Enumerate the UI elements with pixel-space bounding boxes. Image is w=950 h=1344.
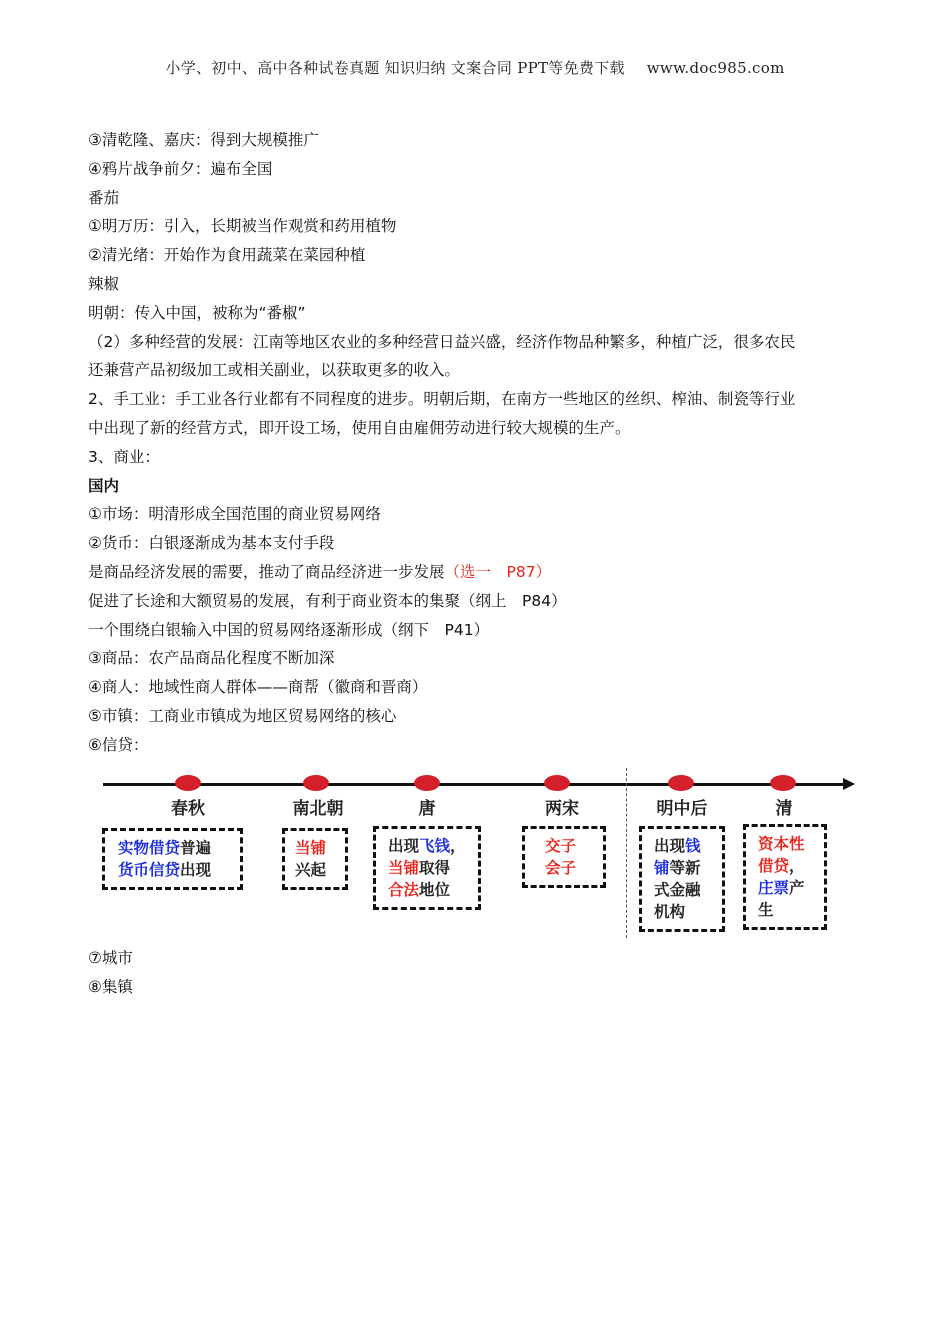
timeline-arrow-icon	[843, 778, 855, 790]
text-line: ⑧集镇	[88, 977, 133, 996]
text-line: ⑤市镇：工商业市镇成为地区贸易网络的核心	[88, 706, 397, 725]
timeline-dot	[303, 775, 329, 791]
box-text: 生	[758, 900, 774, 919]
era-label: 两宋	[545, 799, 579, 819]
credit-box-chunqiu	[102, 828, 243, 890]
page-header	[0, 57, 950, 78]
credit-box-tang	[373, 826, 481, 910]
highlight-term: 当铺	[388, 858, 420, 877]
text-line: ②货币：白银逐渐成为基本支付手段	[88, 534, 335, 553]
text-line: ④鸦片战争前夕：遍布全国	[88, 159, 273, 178]
highlight-term: 庄票	[758, 878, 790, 897]
era-label: 清	[775, 799, 793, 819]
highlight-term: 会子	[545, 858, 577, 877]
document-body-tail	[88, 944, 858, 1002]
highlight-term: 钱	[685, 836, 701, 855]
timeline-dot	[668, 775, 694, 791]
credit-timeline	[100, 766, 860, 941]
era-label: 南北朝	[292, 799, 344, 819]
section-heading: 辣椒	[88, 274, 120, 293]
timeline-divider	[626, 768, 627, 938]
header-site[interactable]: www.doc985.com	[646, 59, 785, 77]
era-label: 春秋	[171, 799, 205, 819]
box-text: 出现	[180, 860, 212, 879]
highlight-term: 合法	[388, 880, 420, 899]
box-text: 出现	[388, 836, 420, 855]
box-text: ，	[450, 836, 466, 855]
text-line	[88, 558, 858, 587]
box-text: 式金融	[654, 880, 701, 899]
highlight-term: 当铺	[295, 838, 327, 857]
box-text: ，	[789, 856, 805, 875]
text-line: 明朝：传入中国，被称为“番椒”	[88, 303, 306, 322]
credit-box-ming	[639, 826, 725, 932]
text-line: ①明万历：引入，长期被当作观赏和药用植物	[88, 217, 397, 236]
box-text: 普遍	[180, 838, 212, 857]
timeline-dot	[414, 775, 440, 791]
text-line: 2、手工业：手工业各行业都有不同程度的进步。明朝后期，在南方一些地区的丝织、榨油、制瓷等行业	[88, 390, 796, 409]
box-text: 产	[789, 878, 805, 897]
text-line: ⑥信贷：	[88, 735, 149, 754]
text-line: 中出现了新的经营方式，即开设工场，使用自由雇佣劳动进行较大规模的生产。	[88, 418, 631, 437]
era-label: 明中后	[656, 799, 708, 819]
text-line: 一个围绕白银输入中国的贸易网络逐渐形成（纲下 P41）	[88, 620, 490, 639]
reference-note: （选一 P87）	[444, 562, 552, 581]
text-line: ③商品：农产品商品化程度不断加深	[88, 649, 335, 668]
highlight-term: 交子	[545, 836, 577, 855]
text-line: 促进了长途和大额贸易的发展，有利于商业资本的集聚（纲上 P84）	[88, 591, 567, 610]
highlight-term: 借贷	[758, 856, 790, 875]
text-line: 3、商业：	[88, 447, 160, 466]
text-line: ②清光绪：开始作为食用蔬菜在菜园种植	[88, 246, 366, 265]
header-text: 小学、初中、高中各种试卷真题 知识归纳 文案合同 PPT等免费下载	[165, 59, 625, 77]
text-line: ③清乾隆、嘉庆：得到大规模推广	[88, 131, 319, 149]
box-text: 出现	[654, 836, 686, 855]
timeline-dot	[544, 775, 570, 791]
highlight-term: 货币信贷	[118, 860, 181, 879]
section-heading: 番茄	[88, 188, 120, 207]
box-text: 地位	[419, 880, 451, 899]
box-text: 等新	[669, 858, 701, 877]
box-text: 机构	[654, 902, 686, 921]
timeline-dot	[770, 775, 796, 791]
highlight-term: 实物借贷	[118, 838, 181, 857]
text-line: ⑦城市	[88, 949, 133, 967]
text-line: ④商人：地域性商人群体——商帮（徽商和晋商）	[88, 678, 428, 697]
credit-box-qing	[743, 824, 827, 930]
text-line: （2）多种经营的发展：江南等地区农业的多种经营日益兴盛，经济作物品种繁多，种植广泛，很多农民	[88, 332, 796, 351]
credit-box-liangsong	[522, 826, 606, 888]
highlight-term: 飞钱	[419, 836, 451, 855]
timeline-dot	[175, 775, 201, 791]
highlight-term: 铺	[654, 858, 670, 877]
section-heading-domestic: 国内	[88, 476, 120, 495]
box-text: 取得	[419, 858, 451, 877]
text-line: ①市场：明清形成全国范围的商业贸易网络	[88, 505, 381, 524]
text-line: 还兼营产品初级加工或相关副业，以获取更多的收入。	[88, 361, 461, 380]
text-segment: 是商品经济发展的需要，推动了商品经济进一步发展	[88, 562, 445, 581]
highlight-term: 资本性	[758, 834, 805, 853]
box-text: 兴起	[295, 860, 327, 879]
timeline-axis	[103, 783, 845, 786]
credit-box-nanbeichao	[282, 828, 348, 890]
era-label: 唐	[418, 799, 436, 819]
document-body	[88, 126, 858, 760]
